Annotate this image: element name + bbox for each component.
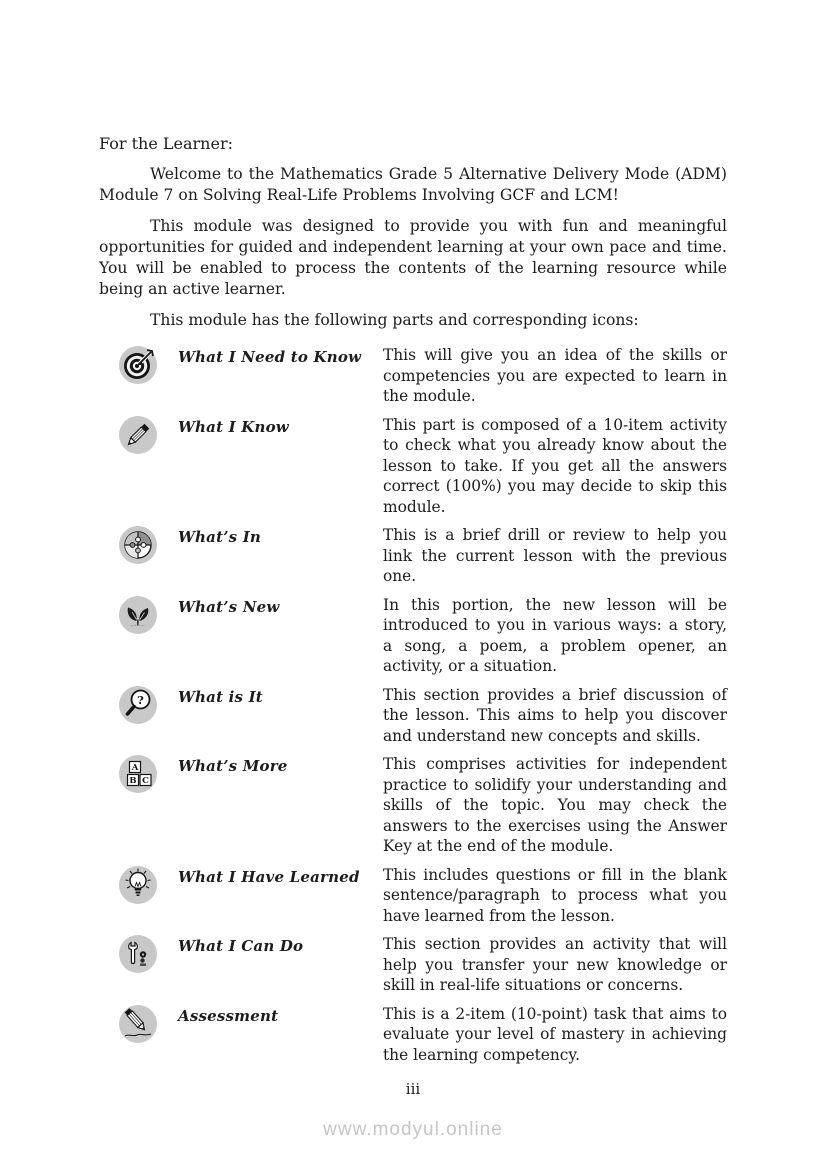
seedling-icon	[118, 595, 158, 635]
module-part-icon-cell	[99, 685, 178, 747]
tools-icon	[118, 934, 158, 974]
module-part-description: In this portion, the new lesson will be introduced to you in various ways: a story, a song, a poem, a problem opener, an activity, or a situation.	[383, 595, 727, 675]
intro-paragraph-design: This module was designed to provide you with fun and meaningful opportunities for guided and independent learning at your own pace and time. You will be enabled to process the contents of the learning resource while being an active learner.	[99, 217, 727, 298]
module-part-row	[99, 1004, 727, 1066]
module-part-label: What’s More	[178, 757, 288, 775]
module-part-row	[99, 415, 727, 518]
page-content	[99, 133, 727, 1073]
module-part-label: Assessment	[178, 1006, 279, 1025]
module-part-label: What I Need to Know	[178, 348, 362, 366]
svg-text:?: ?	[137, 692, 144, 707]
module-part-label: What I Know	[178, 417, 289, 436]
page-number: iii	[405, 1080, 421, 1098]
module-part-icon-cell	[99, 754, 178, 857]
module-part-icon-cell	[99, 415, 178, 518]
target-dart-icon	[118, 345, 158, 385]
module-part-label: What’s In	[178, 528, 262, 546]
lightbulb-icon	[118, 865, 158, 905]
module-part-row	[99, 934, 727, 996]
module-part-description: This will give you an idea of the skills or competencies you are expected to learn in the module.	[383, 346, 727, 405]
svg-text:B: B	[129, 776, 137, 786]
svg-text:C: C	[142, 776, 149, 786]
magnifier-question-icon	[118, 685, 158, 725]
module-part-row	[99, 754, 727, 857]
module-part-icon-cell	[99, 934, 178, 996]
module-part-description: This includes questions or fill in the blank sentence/paragraph to process what you have learned from the lesson.	[383, 865, 727, 925]
module-part-label: What I Have Learned	[178, 867, 360, 886]
intro-paragraph-parts: This module has the following parts and corresponding icons:	[150, 311, 639, 329]
module-part-description: This section provides an activity that will help you transfer your new knowledge or skill in real-life situations or concerns.	[383, 935, 727, 994]
for-the-learner-heading: For the Learner:	[99, 134, 233, 153]
module-part-label: What I Can Do	[178, 937, 304, 955]
pencil-icon	[118, 415, 158, 455]
writing-pencil-icon	[118, 1004, 158, 1044]
module-part-icon-cell	[99, 525, 178, 587]
module-part-icon-cell	[99, 595, 178, 677]
module-part-row	[99, 865, 727, 927]
module-part-row	[99, 345, 727, 407]
module-part-icon-cell	[99, 345, 178, 407]
module-part-description: This part is composed of a 10-item activity to check what you already know about the lesson to take. If you get all the answers correct (100%) you may decide to skip this module.	[383, 415, 727, 516]
module-part-icon-cell	[99, 865, 178, 927]
watermark-text: www.modyul.online	[323, 1119, 503, 1140]
module-part-description: This comprises activities for independent practice to solidify your understanding and skills of the topic. You may check the answers to the exercises using the Answer Key at the end of the module.	[383, 755, 727, 855]
puzzle-icon	[118, 525, 158, 565]
module-part-description: This is a brief drill or review to help you link the current lesson with the previous one.	[383, 526, 727, 585]
module-part-row	[99, 595, 727, 677]
module-part-description: This is a 2-item (10-point) task that aims to evaluate your level of mastery in achieving the learning competency.	[383, 1004, 727, 1064]
svg-text:A: A	[131, 763, 139, 773]
module-part-icon-cell	[99, 1004, 178, 1066]
module-part-row	[99, 525, 727, 587]
module-part-row	[99, 685, 727, 747]
abc-blocks-icon	[118, 754, 158, 794]
module-part-description: This section provides a brief discussion of the lesson. This aims to help you discover and understand new concepts and skills.	[383, 685, 727, 745]
intro-paragraph-welcome: Welcome to the Mathematics Grade 5 Alternative Delivery Mode (ADM) Module 7 on Solving Real-Life Problems Involving GCF and LCM!	[99, 165, 727, 204]
module-parts-list	[99, 345, 727, 1065]
module-part-label: What is It	[178, 687, 263, 706]
module-part-label: What’s New	[178, 597, 280, 616]
